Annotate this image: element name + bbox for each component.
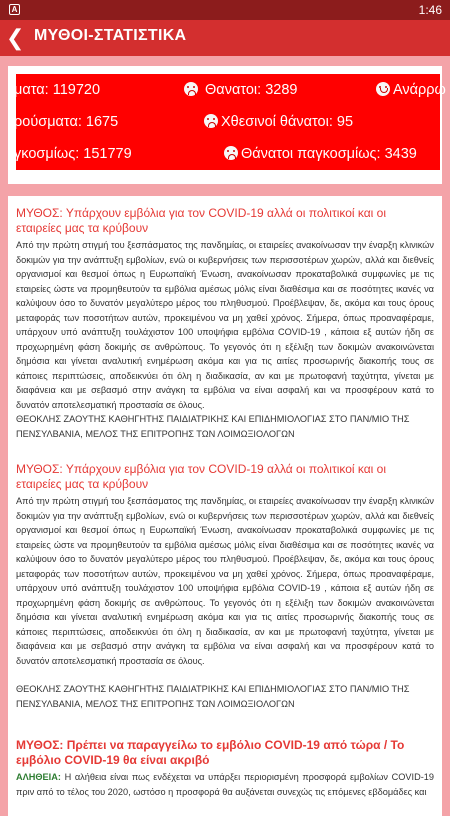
myth-body: Από την πρώτη στιγμή του ξεσπάσματος της πανδημίας, οι εταιρείες ανακοίνωσαν την έναρξη κλινικών δοκιμών για την ανάπτυξη εμβολίων, ενώ οι κυβερνήσεις των περισσοτέρων χωρών, αλλά και διεθνείς οργανισμοί και θεσμοί όπως η Ευρωπαϊκή Ένωση, ανακοίνωσαν προκαταβολικά συμφωνίες με τις εταιρείες ώστε να προμηθευτούν τα εμβόλια αμέσως μόλις είναι διαθέσιμα και σε ποσότητες ικανές να καλύψουν όσο το δυνατόν μεγαλύτερο μέρος του πληθυσμού. Προέβλεψαν, δε, ακόμα και τους όρους μεταφοράς των ποσοτήτων αυτών, προκειμένου να μη χαθεί χρόνος. Σήμερα, όπως προαναφέραμε, υπάρχουν υπό ανάπτυξη τουλάχιστον 100 υποψήφια εμβόλια COVID-19 , κάποια εξ αυτών ήδη σε προχωρημένη φάση δοκιμής σε ανθρώπους. Το γεγονός ότι η εξέλιξη των δοκιμών ανακοινώνεται δημόσια και γίνεται αναλυτική ενημέρωση ακόμα και για τις αιτίες προσωρινής διακοπής τους σε κάποιες περιπτώσεις, αποδεικνύει ότι όλη η διαδικασία, αν και με πρωτοφανή ταχύτητα, γίνεται με διαφάνεια και με σεβασμό στην ανάγκη τα εμβόλια να είναι ασφαλή και να προσφέρουν κατά το δυνατόν αποτελεσματική προστασία σε όλους. xyxy=(16,240,434,410)
arrow-back-icon[interactable]: ❮ xyxy=(6,25,25,50)
stats-card xyxy=(8,66,446,184)
ticker-row-daily xyxy=(16,108,440,136)
myths-list xyxy=(8,196,442,816)
sad-face-icon xyxy=(224,146,238,160)
myth-body-text: Η αλήθεια είναι πως ενδέχεται να υπάρξει περιορισμένη προσφορά εμβολίων COVID-19 πριν από το τέλος του 2020, ωστόσο η προσφορά θα αυξάνεται συνεχώς τις επόμενες εβδομάδες και xyxy=(16,772,434,797)
notification-icon: A xyxy=(9,4,20,15)
ticker-row-cases xyxy=(14,76,446,104)
ticker-global-deaths-label: Θάνατοι παγκοσμίως: 3439 xyxy=(241,146,417,162)
ticker-global-cases: γκοσμίως: 151779 xyxy=(14,146,132,162)
ticker-daily-deaths-label: Χθεσινοί θάνατοι: 95 xyxy=(221,114,354,130)
myth-author: ΘΕΟΚΛΗΣ ΖΑΟΥΤΗΣ ΚΑΘΗΓΗΤΗΣ ΠΑΙΔΙΑΤΡΙΚΗΣ ΚΑΙ ΕΠΙΔΗΜΙΟΛΟΓΙΑΣ ΣΤΟ ΠΑΝ/ΜΙΟ ΤΗΣ ΠΕΝΣΥΛΒΑΝΙΑ, ΜΕΛΟΣ ΤΗΣ ΕΠΙΤΡΟΠΗΣ ΤΩΝ ΛΟΙΜΩΞΙΟΛΟΓΩΝ xyxy=(16,414,410,439)
page-title: ΜΥΘΟΙ-ΣΤΑΤΙΣΤΙΚΑ xyxy=(34,27,187,44)
myth-author: ΘΕΟΚΛΗΣ ΖΑΟΥΤΗΣ ΚΑΘΗΓΗΤΗΣ ΠΑΙΔΙΑΤΡΙΚΗΣ ΚΑΙ ΕΠΙΔΗΜΙΟΛΟΓΙΑΣ ΣΤΟ ΠΑΝ/ΜΙΟ ΤΗΣ ΠΕΝΣΥΛΒΑΝΙΑ, ΜΕΛΟΣ ΤΗΣ ΕΠΙΤΡΟΠΗΣ ΤΩΝ ΛΟΙΜΩΞΙΟΛΟΓΩΝ xyxy=(16,684,410,709)
ticker-global-deaths xyxy=(224,140,417,168)
ticker-cases: ματα: 119720 xyxy=(14,82,101,98)
myth-article[interactable] xyxy=(16,738,434,799)
ticker-deaths xyxy=(184,76,297,104)
app-bar xyxy=(0,20,450,56)
truth-label: ΑΛΗΘΕΙΑ: xyxy=(16,772,61,782)
ticker-deaths-label: Θανατοι: 3289 xyxy=(205,82,298,98)
myth-article[interactable] xyxy=(16,462,434,711)
myth-title: ΜΥΘΟΣ: Υπάρχουν εμβόλια για τον COVID-19 αλλά οι πολιτικοί και οι εταιρείες μας τα κρύβουν xyxy=(16,206,387,235)
status-bar xyxy=(0,0,450,20)
ticker-daily-deaths xyxy=(204,108,353,136)
sad-face-icon xyxy=(204,114,218,128)
stats-ticker xyxy=(14,74,446,170)
myth-body xyxy=(16,770,434,799)
myth-body: Από την πρώτη στιγμή του ξεσπάσματος της πανδημίας, οι εταιρείες ανακοίνωσαν την έναρξη κλινικών δοκιμών για την ανάπτυξη εμβολίων, ενώ οι κυβερνήσεις των περισσοτέρων χωρών, αλλά και διεθνείς οργανισμοί και θεσμοί όπως η Ευρωπαϊκή Ένωση, ανακοίνωσαν προκαταβολικά συμφωνίες με τις εταιρείες ώστε να προμηθευτούν τα εμβόλια αμέσως μόλις είναι διαθέσιμα και σε ποσότητες ικανές να καλύψουν όσο το δυνατόν μεγαλύτερο μέρος του πληθυσμού. Προέβλεψαν, δε, ακόμα και τους όρους μεταφοράς των ποσοτήτων αυτών, προκειμένου να μη χαθεί χρόνος. Σήμερα, όπως προαναφέραμε, υπάρχουν υπό ανάπτυξη τουλάχιστον 100 υποψήφια εμβόλια COVID-19 , κάποια εξ αυτών ήδη σε προχωρημένη φάση δοκιμής σε ανθρώπους. Το γεγονός ότι η εξέλιξη των δοκιμών ανακοινώνεται δημόσια και γίνεται αναλυτική ενημέρωση ακόμα και για τις αιτίες προσωρινής διακοπής τους σε κάποιες περιπτώσεις, αποδεικνύει ότι όλη η διαδικασία, αν και με πρωτοφανή ταχύτητα, γίνεται με διαφάνεια και με σεβασμό στην ανάγκη τα εμβόλια να είναι ασφαλή και να προσφέρουν κατά το δυνατόν αποτελεσματική προστασία σε όλους. xyxy=(16,496,434,666)
myth-title: ΜΥΘΟΣ: Πρέπει να παραγγείλω το εμβόλιο COVID-19 από τώρα / Το εμβόλιο COVID-19 θα είναι ακριβό xyxy=(16,738,405,767)
status-time: 1:46 xyxy=(418,3,442,17)
happy-face-icon xyxy=(376,82,390,96)
myth-article[interactable] xyxy=(16,206,434,441)
ticker-row-global xyxy=(16,140,440,168)
sad-face-icon xyxy=(184,82,198,96)
ticker-daily-cases: ρούσματα: 1675 xyxy=(14,114,119,130)
ticker-recovered-label: Ανάρρω xyxy=(393,82,446,98)
myth-title: ΜΥΘΟΣ: Υπάρχουν εμβόλια για τον COVID-19 αλλά οι πολιτικοί και οι εταιρείες μας τα κρύβουν xyxy=(16,462,387,491)
ticker-recovered xyxy=(376,76,446,104)
